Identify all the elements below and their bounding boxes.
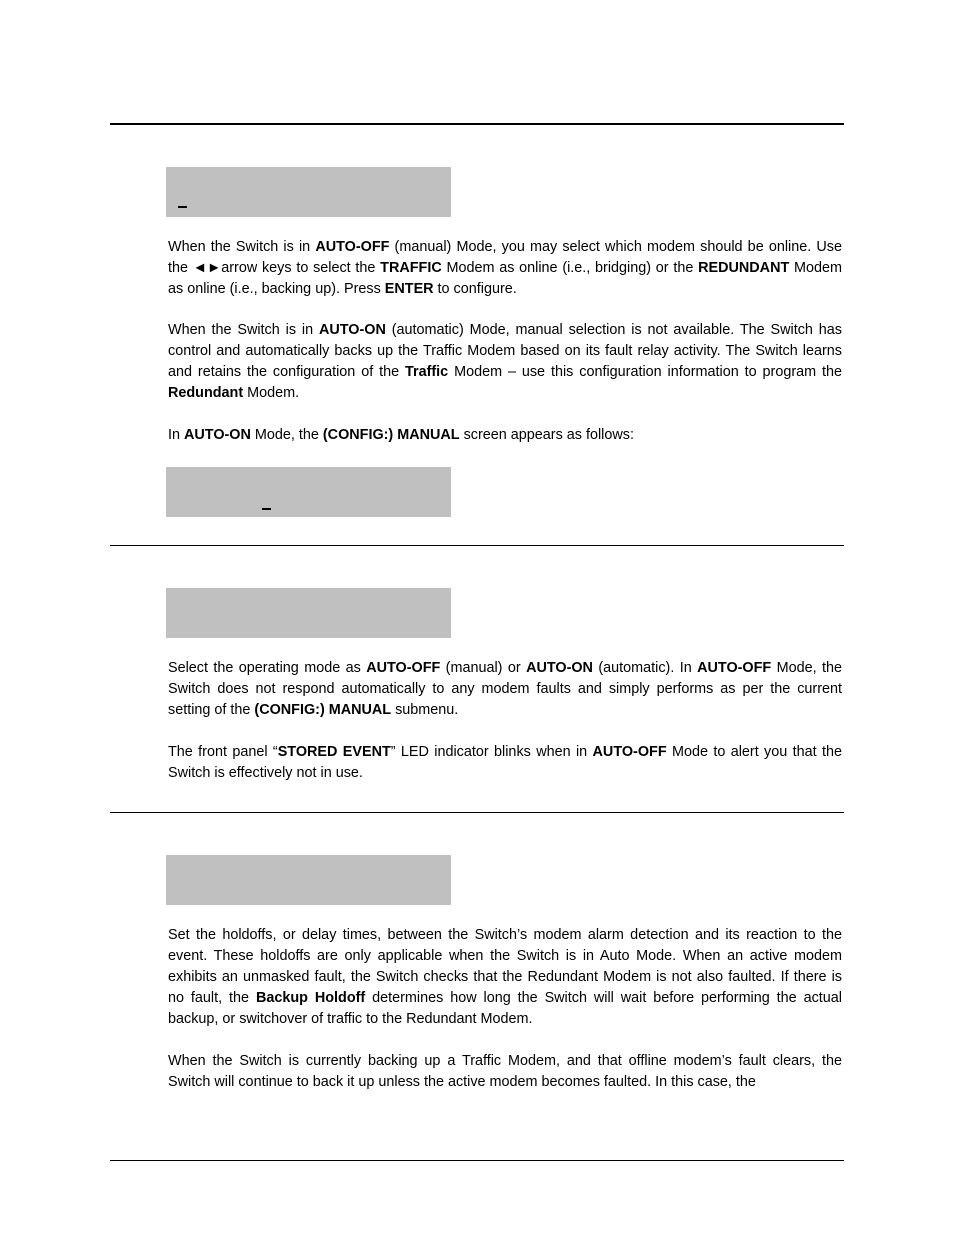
holdoff-paragraph-2: When the Switch is currently backing up a Traffic Modem, and that offline modem’s fault clears, the Switch will continue to back it up unless the active modem becomes faulted. In this case, the bbox=[168, 1053, 842, 1090]
holdoff-paragraph-1: Set the holdoffs, or delay times, between the Switch’s modem alarm detection and its reaction to the event. These holdoffs are only applicable when the Switch is in Auto Mode. When an active modem exhibits an unmasked fault, the Switch checks that the Redundant Modem is not also faulted. If there is no fault, the Backup Holdoff determines how long the Switch will wait before performing the actual backup, or switchover of traffic to the Redundant Modem. bbox=[168, 927, 842, 1027]
lcd-cursor bbox=[178, 206, 187, 208]
lcd-display-manual-auto-on bbox=[166, 467, 451, 517]
header-rule bbox=[110, 123, 844, 125]
section-rule bbox=[110, 545, 844, 546]
lcd-display-holdoff bbox=[166, 855, 451, 905]
manual-paragraph-3: In AUTO-ON Mode, the (CONFIG:) MANUAL screen appears as follows: bbox=[168, 427, 634, 443]
manual-paragraph-2: When the Switch is in AUTO-ON (automatic) Mode, manual selection is not available. The Switch has control and automatically backs up the Traffic Modem based on its fault relay activity. The Switch learns and retains the configuration of the Traffic Modem – use this configuration information to program the Redundant Modem. bbox=[168, 322, 843, 401]
lcd-cursor bbox=[262, 508, 271, 510]
lcd-display-auto bbox=[166, 588, 451, 638]
manual-paragraph-1: When the Switch is in AUTO-OFF (manual) Mode, you may select which modem should be online. Use the ◄►arrow keys to select the TRAFFIC Modem as online (i.e., bridging) or the REDUNDANT Modem as online (i.e., backing up). Press ENTER to configure. bbox=[168, 239, 842, 297]
auto-paragraph-1: Select the operating mode as AUTO-OFF (manual) or AUTO-ON (automatic). In AUTO-OFF Mode, the Switch does not respond automatically to any modem faults and simply performs as per the current setting of the (CONFIG:) MANUAL submenu. bbox=[168, 660, 843, 718]
footer-rule bbox=[110, 1160, 844, 1161]
auto-paragraph-2: The front panel “STORED EVENT” LED indicator blinks when in AUTO-OFF Mode to alert you that the Switch is effectively not in use. bbox=[168, 744, 842, 781]
section-rule bbox=[110, 812, 844, 813]
lcd-display-manual bbox=[166, 167, 451, 217]
